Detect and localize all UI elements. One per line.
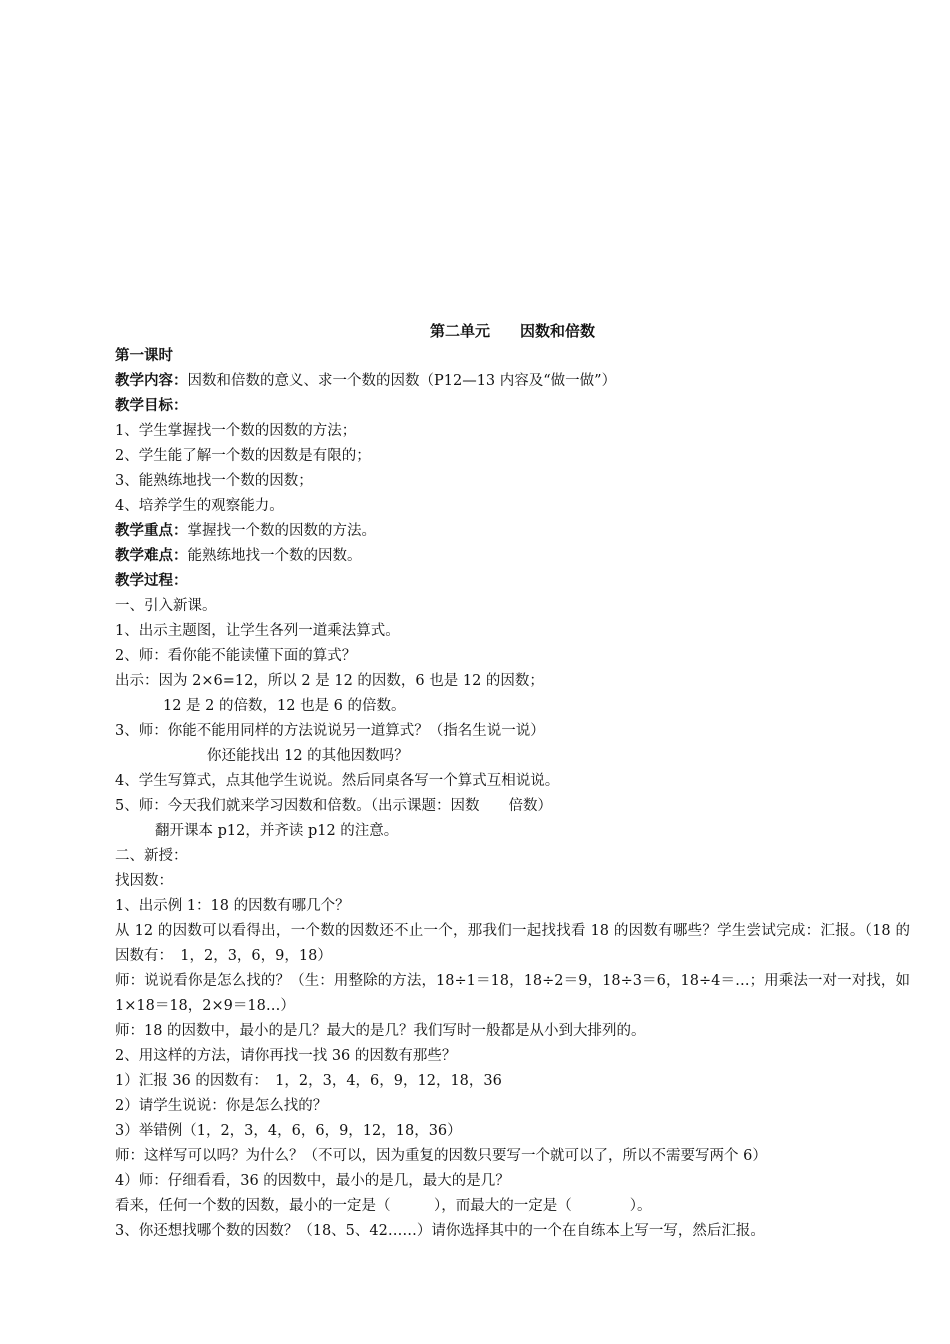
process-line: 3）举错例（1，2，3，4，6，6，9，12，18，36） [115,1123,462,1139]
process-line: 你还能找出 12 的其他因数吗？ [207,748,409,764]
process-line: 2）请学生说说：你是怎么找的？ [115,1098,328,1114]
difficulty-text: 能熟练地找一个数的因数。 [187,548,362,564]
key-point [115,519,910,544]
process-line: 师：这样写可以吗？为什么？（不可以，因为重复的因数只要写一个就可以了，所以不需要写两个 6） [115,1148,767,1164]
page-title: 第二单元 因数和倍数 [429,322,595,340]
process-line: 师：18 的因数中，最小的是几？最大的是几？我们写时一般都是从小到大排列的。 [115,1023,646,1039]
key-point-label: 教学重点： [115,523,188,539]
lesson-heading: 第一课时 [115,348,173,364]
teaching-content-text: 因数和倍数的意义、求一个数的因数（P12—13 内容及“做一做”） [187,373,617,389]
difficulty [115,544,910,569]
process-line: 翻开课本 p12，并齐读 p12 的注意。 [155,823,399,839]
teaching-goals-label: 教学目标： [115,398,188,414]
goal-item: 4、培养学生的观察能力。 [115,498,284,514]
process-line: 4）师：仔细看看，36 的因数中，最小的是几，最大的是几？ [115,1173,510,1189]
document-page [115,318,910,1244]
process-paragraph: 从 12 的因数可以看得出，一个数的因数还不止一个，那我们一起找找看 18 的因数有哪些？学生尝试完成：汇报。（18 的因数有： 1，2，3，6，9，18） [115,923,910,964]
process-line: 二、新授： [115,848,188,864]
goal-item: 2、学生能了解一个数的因数是有限的； [115,448,371,464]
process-line: 12 是 2 的倍数，12 也是 6 的倍数。 [163,698,406,714]
key-point-text: 掌握找一个数的因数的方法。 [187,523,376,539]
process-line: 1）汇报 36 的因数有： 1，2，3，4，6，9，12，18，36 [115,1073,502,1089]
process-line: 5、师：今天我们就来学习因数和倍数。（出示课题：因数 倍数） [115,798,552,814]
teaching-content [115,369,910,394]
teaching-content-label: 教学内容： [115,373,188,389]
goal-item: 1、学生掌握找一个数的因数的方法； [115,423,357,439]
process-paragraph: 师：说说看你是怎么找的？（生：用整除的方法，18÷1＝18，18÷2＝9，18÷3＝6，18÷4＝…；用乘法一对一对找，如 1×18＝18，2×9＝18…） [115,973,910,1014]
teaching-process-label: 教学过程： [115,573,188,589]
process-line: 3、师：你能不能用同样的方法说说另一道算式？（指名生说一说） [115,723,545,739]
process-line: 2、师：看你能不能读懂下面的算式？ [115,648,357,664]
process-line: 1、出示例 1：18 的因数有哪几个？ [115,898,350,914]
process-line: 出示：因为 2×6=12，所以 2 是 12 的因数，6 也是 12 的因数； [115,673,544,689]
process-line: 1、出示主题图，让学生各列一道乘法算式。 [115,623,400,639]
process-line: 4、学生写算式，点其他学生说说。然后同桌各写一个算式互相说说。 [115,773,560,789]
difficulty-label: 教学难点： [115,548,188,564]
process-line: 看来，任何一个数的因数，最小的一定是（ ），而最大的一定是（ ）。 [115,1198,652,1214]
process-line: 3、你还想找哪个数的因数？（18、5、42……）请你选择其中的一个在自练本上写一写，然后汇报。 [115,1223,765,1239]
process-line: 2、用这样的方法，请你再找一找 36 的因数有那些？ [115,1048,457,1064]
goal-item: 3、能熟练地找一个数的因数； [115,473,313,489]
process-line: 找因数： [115,873,173,889]
process-line: 一、引入新课。 [115,598,217,614]
